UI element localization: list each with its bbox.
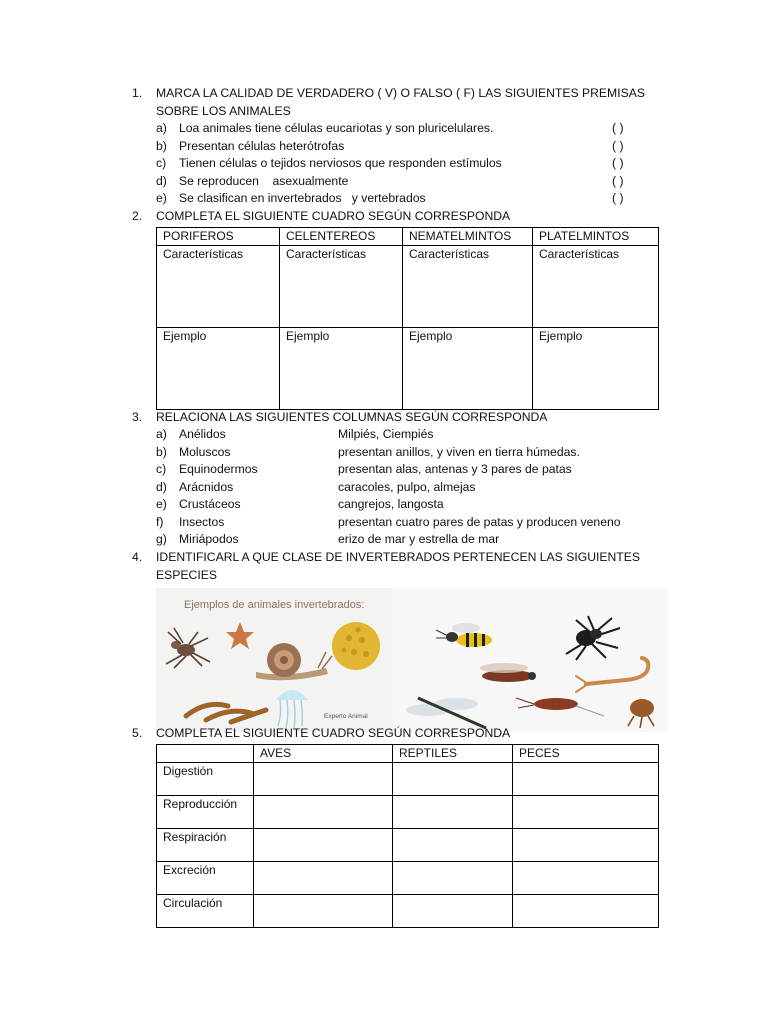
q5-header-cell: [157, 745, 254, 763]
q2-title: COMPLETA EL SIGUIENTE CUADRO SEGÚN CORRESPONDA: [156, 209, 511, 223]
q2-example-cell[interactable]: Ejemplo: [533, 328, 659, 410]
q2-table: [156, 227, 659, 410]
q3-left-item: Miriápodos: [179, 532, 239, 546]
q1-number: 1.: [132, 86, 143, 100]
q1-answer-blank[interactable]: ( ): [612, 139, 624, 153]
q3-left-item: Insectos: [179, 515, 225, 529]
image-caption: Ejemplos de animales invertebrados:: [184, 599, 365, 611]
q4-title-line2: ESPECIES: [156, 568, 217, 582]
cicada-icon: [480, 663, 536, 682]
tarantula-icon: [566, 616, 620, 660]
q5-row-label: Excreción: [157, 862, 254, 895]
q2-header-cell: PORIFEROS: [157, 228, 280, 246]
q5-answer-cell[interactable]: [254, 796, 393, 829]
q5-answer-cell[interactable]: [254, 895, 393, 928]
image-illustrations: [156, 588, 668, 732]
wasp-icon: [436, 623, 492, 647]
q3-left-item: Equinodermos: [179, 462, 258, 476]
image-watermark: Experto Animal: [324, 713, 368, 720]
snail-icon: [256, 643, 332, 680]
q4-title-line1: IDENTIFICARL A QUE CLASE DE INVERTEBRADOS PERTENECEN LAS SIGUIENTES: [156, 550, 641, 564]
q5-answer-cell[interactable]: [513, 763, 659, 796]
worm-icon: [186, 704, 266, 722]
cockroach-icon: [516, 698, 604, 716]
q5-number: 5.: [132, 726, 143, 740]
q3-item-letter: d): [156, 480, 167, 494]
q3-right-item: erizo de mar y estrella de mar: [338, 532, 500, 546]
q1-answer-blank[interactable]: ( ): [612, 191, 624, 205]
q2-header-cell: CELENTEREOS: [280, 228, 403, 246]
q5-answer-cell[interactable]: [393, 862, 513, 895]
q1-answer-blank[interactable]: ( ): [612, 121, 624, 135]
q2-number: 2.: [132, 209, 143, 223]
q3-right-item: Milpiés, Ciempiés: [338, 427, 434, 441]
q5-answer-cell[interactable]: [513, 862, 659, 895]
q3-right-item: presentan anillos, y viven en tierra húmedas.: [338, 445, 580, 459]
q5-answer-cell[interactable]: [254, 763, 393, 796]
q3-left-item: Arácnidos: [179, 480, 234, 494]
q1-item-letter: e): [156, 191, 167, 205]
q5-answer-cell[interactable]: [254, 829, 393, 862]
q5-answer-cell[interactable]: [393, 763, 513, 796]
q5-row-label: Reproducción: [157, 796, 254, 829]
q2-characteristics-cell[interactable]: Características: [157, 246, 280, 328]
q5-answer-cell[interactable]: [513, 796, 659, 829]
q1-item-letter: a): [156, 121, 167, 135]
q1-item-letter: b): [156, 139, 167, 153]
q2-characteristics-cell[interactable]: Características: [403, 246, 533, 328]
q5-header-cell: REPTILES: [393, 745, 513, 763]
starfish-icon: [226, 622, 254, 649]
q5-row-label: Digestión: [157, 763, 254, 796]
q4-number: 4.: [132, 550, 143, 564]
spider-icon: [166, 628, 210, 668]
q5-answer-cell[interactable]: [513, 829, 659, 862]
q1-item-text: Presentan células heterótrofas: [179, 139, 345, 153]
q5-answer-cell[interactable]: [393, 796, 513, 829]
q5-answer-cell[interactable]: [393, 829, 513, 862]
q3-item-letter: f): [156, 515, 164, 529]
q5-title: COMPLETA EL SIGUIENTE CUADRO SEGÚN CORRESPONDA: [156, 726, 511, 740]
q1-item-text: Loa animales tiene células eucariotas y son pluricelulares.: [179, 121, 494, 135]
q3-left-item: Moluscos: [179, 445, 231, 459]
q3-right-item: presentan alas, antenas y 3 pares de patas: [338, 462, 572, 476]
q3-item-letter: c): [156, 462, 167, 476]
invertebrates-image: [156, 588, 668, 732]
q3-right-item: cangrejos, langosta: [338, 497, 444, 511]
scorpion-icon: [576, 658, 648, 692]
q1-answer-blank[interactable]: ( ): [612, 156, 624, 170]
q5-row-label: Respiración: [157, 829, 254, 862]
dragonfly-icon: [406, 698, 486, 728]
q2-characteristics-cell[interactable]: Características: [280, 246, 403, 328]
q1-answer-blank[interactable]: ( ): [612, 174, 624, 188]
q2-header-cell: PLATELMINTOS: [533, 228, 659, 246]
q3-item-letter: g): [156, 532, 167, 546]
q1-item-letter: c): [156, 156, 167, 170]
q2-example-cell[interactable]: Ejemplo: [157, 328, 280, 410]
q2-characteristics-cell[interactable]: Características: [533, 246, 659, 328]
q5-answer-cell[interactable]: [513, 895, 659, 928]
flea-icon: [628, 699, 654, 728]
q3-number: 3.: [132, 410, 143, 424]
q1-item-letter: d): [156, 174, 167, 188]
q5-answer-cell[interactable]: [393, 895, 513, 928]
q1-item-text: Se clasifican en invertebrados y vertebrados: [179, 191, 426, 205]
q1-item-text: Se reproducen asexualmente: [179, 174, 349, 188]
q2-example-cell[interactable]: Ejemplo: [403, 328, 533, 410]
q3-left-item: Anélidos: [179, 427, 226, 441]
q5-header-cell: PECES: [513, 745, 659, 763]
q3-item-letter: e): [156, 497, 167, 511]
q3-title: RELACIONA LAS SIGUIENTES COLUMNAS SEGÚN CORRESPONDA: [156, 410, 548, 424]
q3-right-item: caracoles, pulpo, almejas: [338, 480, 476, 494]
q5-table: [156, 744, 659, 928]
q3-right-item: presentan cuatro pares de patas y producen veneno: [338, 515, 621, 529]
q1-item-text: Tienen células o tejidos nerviosos que responden estímulos: [179, 156, 502, 170]
q3-item-letter: b): [156, 445, 167, 459]
q3-left-item: Crustáceos: [179, 497, 241, 511]
q5-row-label: Circulación: [157, 895, 254, 928]
sponge-icon: [332, 622, 380, 670]
q3-item-letter: a): [156, 427, 167, 441]
q1-title-line2: SOBRE LOS ANIMALES: [156, 104, 291, 118]
jellyfish-icon: [276, 690, 308, 728]
q2-header-cell: NEMATELMINTOS: [403, 228, 533, 246]
q2-example-cell[interactable]: Ejemplo: [280, 328, 403, 410]
q1-title-line1: MARCA LA CALIDAD DE VERDADERO ( V) O FALSO ( F) LAS SIGUIENTES PREMISAS: [156, 86, 645, 100]
q5-header-cell: AVES: [254, 745, 393, 763]
q5-answer-cell[interactable]: [254, 862, 393, 895]
